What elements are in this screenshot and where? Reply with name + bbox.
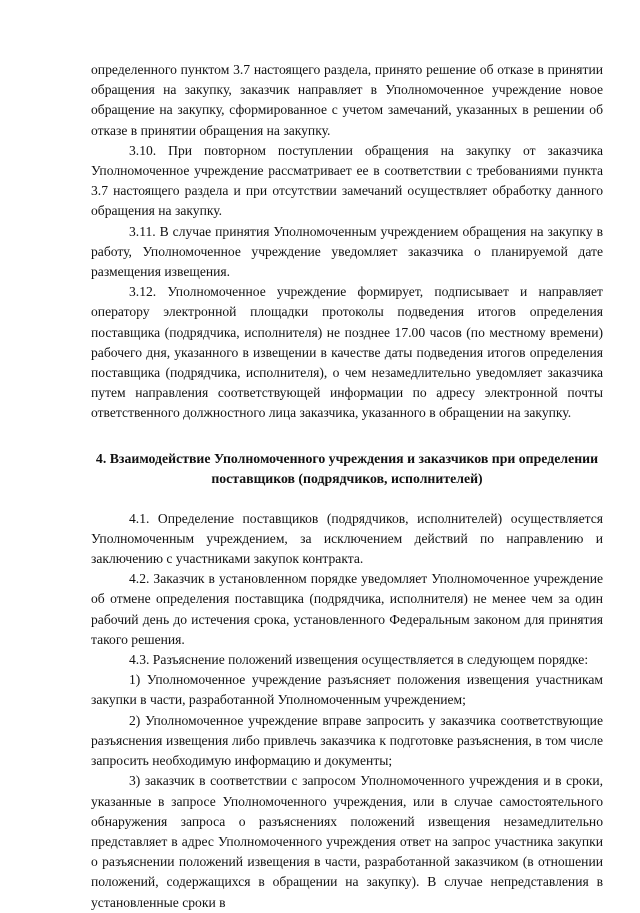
paragraph-4-1: 4.1. Определение поставщиков (подрядчиков, исполнителей) осуществляется Уполномоченным учреждением, за исключением действий по направлению и заключению с участниками закупок контракта. (91, 510, 603, 567)
paragraph-4-3-item-2: 2) Уполномоченное учреждение вправе запросить у заказчика соответствующие разъяснения извещения либо привлечь заказчика к подготовке разъяснения, в том числе запросить необходимую информацию и документы; (91, 712, 603, 769)
paragraph-4-2: 4.2. Заказчик в установленном порядке уведомляет Уполномоченное учреждение об отмене определения поставщика (подрядчика, исполнителя) не менее чем за один рабочий день до истечения срока, установленного Федеральным законом для принятия такого решения. (91, 571, 603, 647)
paragraph-3-10: 3.10. При повторном поступлении обращения на закупку от заказчика Уполномоченное учреждение рассматривает ее в соответствии с требованиями пункта 3.7 настоящего раздела и при отсутствии замечаний осуществляет обработку данного обращения на закупку. (91, 142, 603, 219)
paragraph-4-3: 4.3. Разъяснение положений извещения осуществляется в следующем порядке: (129, 652, 589, 668)
document-page (91, 60, 603, 913)
paragraph-4-3-item-1: 1) Уполномоченное учреждение разъясняет положения извещения участникам закупки в части, разработанной Уполномоченным учреждением; (91, 672, 603, 708)
paragraph-3-11: 3.11. В случае принятия Уполномоченным учреждением обращения на закупку в работу, Уполномоченное учреждение уведомляет заказчика о планируемой дате размещения извещения. (91, 223, 603, 280)
section-4-heading: 4. Взаимодействие Уполномоченного учреждения и заказчиков при определении поставщиков (подрядчиков, исполнителей) (95, 450, 599, 486)
paragraph-continuation: определенного пунктом 3.7 настоящего раздела, принято решение об отказе в принятии обращения на закупку, заказчик направляет в Уполномоченное учреждение новое обращение на закупку, сформированное с учетом замечаний, указанных в решении об отказе в принятии обращения на закупку. (91, 62, 603, 138)
paragraph-3-12: 3.12. Уполномоченное учреждение формирует, подписывает и направляет оператору электронной площадки протоколы подведения итогов определения поставщика (подрядчика, исполнителя) не позднее 17.00 часов (по местному времени) рабочего дня, указанного в извещении в качестве даты подведения итогов определения поставщика (подрядчика, исполнителя), о чем незамедлительно уведомляет заказчика путем направления соответствующей информации по адресу электронной почты ответственного должностного лица заказчика, указанного в обращении на закупку. (91, 284, 603, 421)
paragraph-4-3-item-3: 3) заказчик в соответствии с запросом Уполномоченного учреждения и в сроки, указанные в запросе Уполномоченного учреждения, или в случае самостоятельного обнаружения запроса о разъяснениях положений извещения незамедлительно представляет в адрес Уполномоченного учреждения ответ на запрос участника закупки о разъяснении положений извещения в части, разработанной заказчиком (в отношении положений, содержащихся в обращении на закупку). В случае непредставления в установленные сроки в (91, 773, 603, 910)
